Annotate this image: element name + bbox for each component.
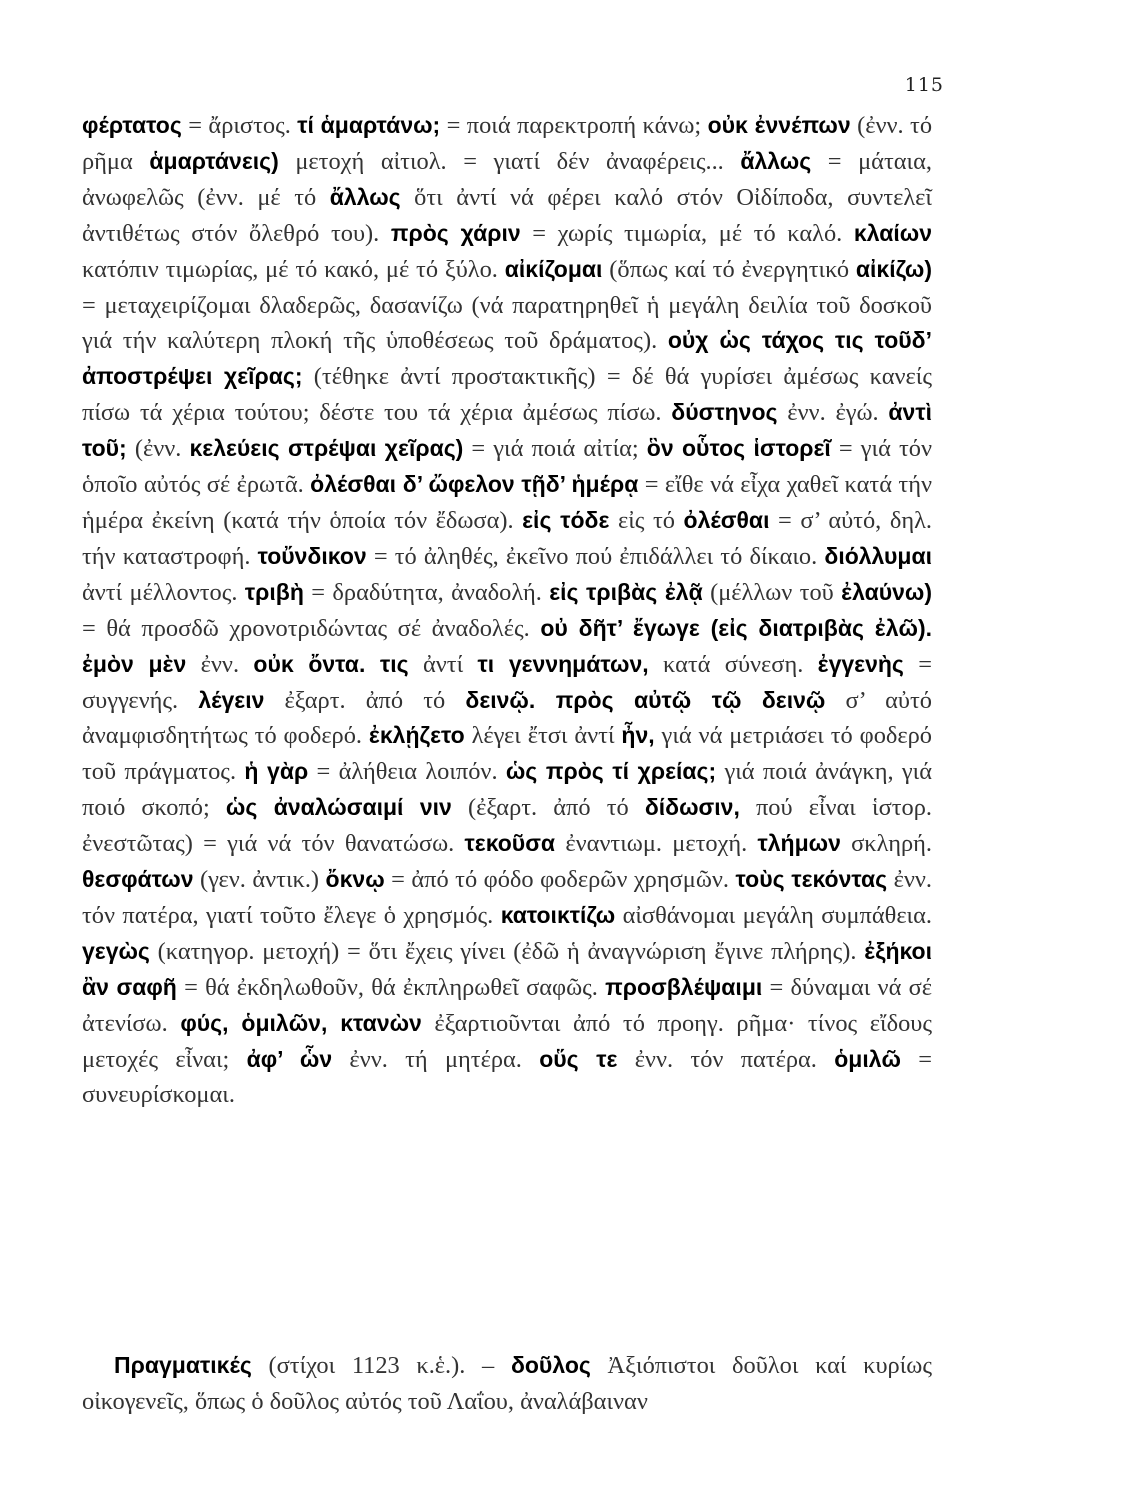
lemma-term: λέγειν: [198, 686, 265, 713]
gloss-text: = γιά τόν ὁποῖο αὐτός σέ ἐρωτᾶ.: [82, 435, 932, 499]
lemma-term: ἀφ’ ὧν: [246, 1045, 333, 1072]
lemma-term: οὐκ ὄντα. τις: [253, 650, 409, 677]
section-paragraph: [82, 1348, 932, 1420]
gloss-text: (τέθηκε ἀντί προστακτικῆς) = δέ θά γυρίσει ἀμέσως κανείς πίσω τά χέρια τούτου; δέστε του τά χέρια ἀμέσως πίσω.: [82, 363, 933, 427]
lemma-term: τοὺς τεκόντας: [735, 866, 888, 893]
lemma-term: τοὔνδικον: [257, 542, 367, 569]
gloss-text: = συνευρίσκομαι.: [82, 1045, 932, 1109]
lemma-term: αἰκίζομαι: [504, 255, 603, 282]
gloss-text: ἐνν. ἐγώ.: [777, 399, 889, 427]
gloss-text: = σ’ αὐτό, δηλ. τήν καταστροφή.: [82, 506, 932, 570]
gloss-text: σκληρή.: [840, 830, 932, 858]
lemma-term: ἄλλως: [329, 183, 401, 210]
lemma-term: γεγὼς: [82, 937, 150, 964]
lemma-term: ὡς πρὸς τί χρείας;: [505, 758, 717, 785]
lemma-term: τί ἁμαρτάνω;: [297, 112, 441, 138]
gloss-text: (γεν. ἀντικ.): [193, 866, 326, 894]
gloss-text: (ἐνν.: [126, 435, 190, 463]
lemma-term: δεινῷ. πρὸς αὐτῷ τῷ δεινῷ: [465, 686, 826, 713]
lemma-term: ὀλέσθαι: [683, 506, 770, 533]
gloss-text: ἐνν. τή μητέρα.: [332, 1045, 540, 1073]
gloss-text: γιά ποιά ἀνάγκη, γιά ποιό σκοπό;: [82, 758, 933, 822]
gloss-text: = εἴθε νά εἶχα χαθεῖ κατά τήν ἡμέρα ἐκείνη (κατά τήν ὁποία τόν ἔδωσα).: [82, 471, 932, 534]
lemma-term: τριβὴ: [244, 578, 304, 605]
gloss-text: = χωρίς τιμωρία, μέ τό καλό.: [520, 219, 854, 247]
lemma-term: θεσφάτων: [82, 866, 194, 893]
lemma-term: οὐχ ὡς τάχος τις τοῦδ’ ἀποστρέψει χεῖρας;: [82, 327, 932, 390]
gloss-text: Ἀξιόπιστοι δοῦλοι καί κυρίως οἰκογενεῖς, ὅπως ὁ δοῦλος αὐτός τοῦ Λαΐου, ἀναλάβαιναν: [82, 1352, 932, 1415]
lemma-term: ὡς ἀναλώσαιμί νιν: [225, 794, 452, 821]
lemma-term: τεκοῦσα: [464, 830, 556, 857]
gloss-text: μετοχή αἰτιολ. = γιατί δέν ἀναφέρεις...: [278, 147, 741, 175]
lemma-term: ἡ γὰρ: [244, 758, 309, 785]
lemma-term: ὃν οὗτος ἱστορεῖ: [646, 435, 831, 462]
gloss-text: γιά νά μετριάσει τό φοδερό τοῦ πράγματος.: [82, 722, 932, 786]
lemma-term: δίδωσιν,: [644, 794, 740, 821]
gloss-text: ἀντί: [408, 650, 478, 678]
commentary-paragraph: [82, 108, 932, 1113]
lemma-term: ἀντὶ τοῦ;: [82, 399, 932, 462]
gloss-text: πού εἶναι ἱστορ. ἐνεστῶτας) = γιά νά τόν θανατώσω.: [82, 794, 932, 858]
lemma-term: ἄλλως: [740, 147, 812, 174]
lemma-term: εἰς τόδε: [522, 506, 610, 533]
gloss-text: σ’ αὐτό ἀναμφισδητήτως τό φοδερό.: [82, 686, 932, 750]
gloss-text: = μεταχειρίζομαι δλαδερῶς, δασανίζω (νά παρατηρηθεῖ ἡ μεγάλη δειλία τοῦ δοσκοῦ γιά τήν καλύτερη πλοκή τῆς ὑποθέσεως τοῦ δράματος).: [82, 291, 932, 355]
lemma-term: ὄκνῳ: [325, 866, 385, 893]
gloss-text: = ἄριστος.: [181, 112, 298, 139]
lemma-term: οὐκ ἐννέπων: [707, 112, 851, 138]
lemma-term: οὐ δῆτ’ ἔγωγε (εἰς διατριβὰς ἐλῶ). ἐμὸν μὲν: [82, 614, 932, 677]
lemma-term: διόλλυμαι: [824, 542, 932, 569]
gloss-text: ἐναντιωμ. μετοχή.: [555, 830, 758, 858]
gloss-text: αἰσθάνομαι μεγάλη συμπάθεια.: [615, 901, 933, 929]
lemma-term: πρὸς χάριν: [390, 219, 521, 246]
gloss-text: ἐξαρτ. ἀπό τό: [264, 686, 466, 714]
gloss-text: = γιά ποιά αἰτία;: [463, 435, 647, 463]
lemma-term: αἰκίζω): [855, 255, 932, 282]
gloss-text: = θά προσδῶ χρονοτριδώντας σέ ἀναδολές.: [82, 614, 541, 642]
lemma-term: εἰς τριβὰς ἐλᾷ: [549, 578, 703, 605]
gloss-text: = ἀπό τό φόδο φοδερῶν χρησμῶν.: [384, 866, 736, 894]
gloss-text: = ποιά παρεκτροπή κάνω;: [440, 112, 708, 139]
lemma-term: ἦν,: [621, 722, 655, 749]
lemma-term: ὁμιλῶ: [834, 1045, 901, 1072]
gloss-text: = τό ἀληθές, ἐκεῖνο πού ἐπιδάλλει τό δίκαιο.: [366, 542, 825, 570]
gloss-text: ἐνν.: [186, 650, 254, 678]
gloss-text: ἐνν. τόν πατέρα, γιατί τοῦτο ἔλεγε ὁ χρησμός.: [82, 866, 933, 929]
gloss-text: ἀντί μέλλοντος.: [82, 578, 245, 606]
lemma-term: οὕς τε: [539, 1045, 618, 1072]
gloss-text: = συγγενής.: [82, 650, 933, 714]
gloss-text: (μέλλων τοῦ: [702, 578, 842, 606]
gloss-text: ἐξαρτιοῦνται ἀπό τό προηγ. ρῆμα· τίνος εἴδους μετοχές εἶναι;: [82, 1009, 933, 1073]
gloss-text: = ἀλήθεια λοιπόν.: [308, 758, 506, 786]
lemma-term: δύστηνος: [671, 399, 778, 426]
lemma-term: κατοικτίζω: [500, 901, 616, 928]
gloss-text: = δραδύτητα, ἀναδολή.: [303, 578, 550, 606]
gloss-text: = μάταια, ἀνωφελῶς (ἐνν. μέ τό: [82, 147, 932, 211]
gloss-text: (ἐνν. τό ρῆμα: [82, 112, 933, 175]
gloss-text: = δύναμαι νά σέ ἀτενίσω.: [82, 973, 932, 1037]
lemma-term: προσβλέψαιμι: [605, 973, 763, 1000]
lemma-term: φέρτατος: [82, 112, 182, 138]
gloss-text: (κατηγορ. μετοχή) = ὅτι ἔχεις γίνει (ἐδῶ ἡ ἀναγνώριση ἔγινε πλήρης).: [149, 937, 865, 965]
gloss-text: (ἐξαρτ. ἀπό τό: [451, 794, 645, 822]
lemma-term: ἐκλῄζετο: [368, 722, 465, 749]
gloss-text: κατά σύνεση.: [648, 650, 818, 678]
lemma-term: Πραγματικές: [114, 1352, 252, 1378]
lemma-term: ἐγγενὴς: [817, 650, 904, 677]
lemma-term: ἐξήκοι ἂν σαφῆ: [82, 937, 932, 1000]
lemma-term: ἐλαύνω): [841, 578, 932, 605]
lemma-term: φύς, ὁμιλῶν, κτανὼν: [180, 1009, 422, 1036]
gloss-text: κατόπιν τιμωρίας, μέ τό κακό, μέ τό ξύλο.: [82, 255, 505, 283]
lemma-term: δοῦλος: [510, 1352, 591, 1378]
gloss-text: (στίχοι 1123 κ.ἑ.). –: [251, 1352, 511, 1379]
lemma-term: κλαίων: [853, 219, 933, 246]
lemma-term: κελεύεις στρέψαι χεῖρας): [189, 435, 464, 462]
gloss-text: (ὅπως καί τό ἐνεργητικό: [602, 255, 856, 283]
lemma-term: τι γεννημάτων,: [477, 650, 649, 677]
lemma-term: ἁμαρτάνεις): [149, 147, 279, 174]
gloss-text: ἐνν. τόν πατέρα.: [617, 1045, 835, 1073]
gloss-text: λέγει ἔτσι ἀντί: [464, 722, 622, 750]
lemma-term: τλήμων: [757, 830, 841, 857]
gloss-text: ὅτι ἀντί νά φέρει καλό στόν Οἰδίποδα, συντελεῖ ἀντιθέτως στόν ὄλεθρό του).: [82, 183, 932, 247]
gloss-text: = θά ἐκδηλωθοῦν, θά ἐκπληρωθεῖ σαφῶς.: [176, 973, 606, 1001]
gloss-text: εἰς τό: [609, 506, 684, 534]
page-number: 115: [904, 74, 944, 96]
lemma-term: ὀλέσθαι δ’ ὤφελον τῇδ’ ἡμέρᾳ: [310, 471, 639, 498]
